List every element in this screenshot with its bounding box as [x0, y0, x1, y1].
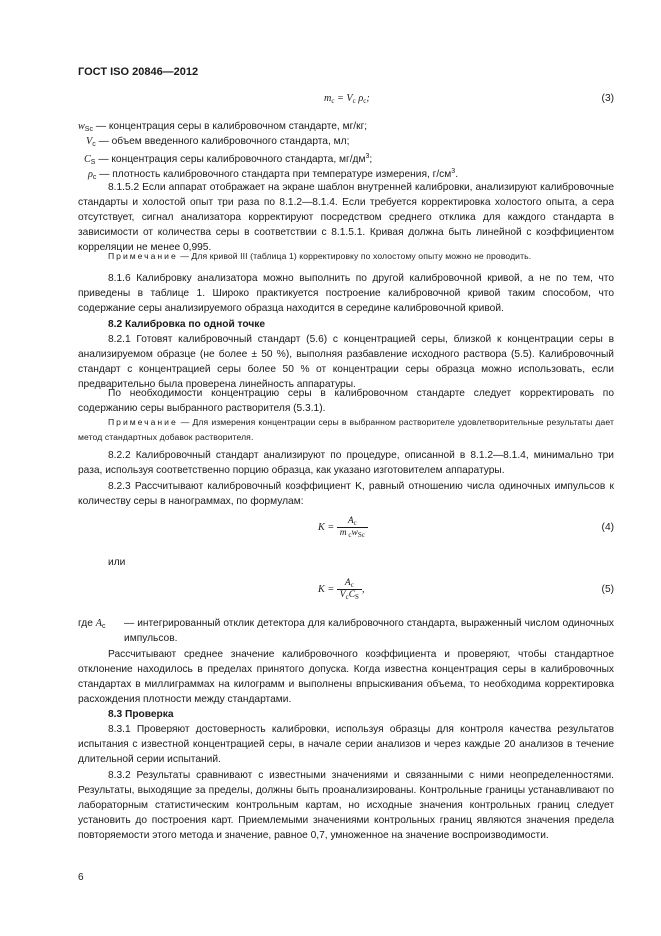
equation-5 — [78, 576, 614, 610]
page-number: 6 — [78, 872, 84, 883]
equation-3-number: (3) — [601, 93, 614, 104]
equation-3-formula: $m_c = V_c$ $\rho_c$; — [324, 93, 370, 105]
paragraph-8-1-5-2: 8.1.5.2 Если аппарат отображает на экране шаблон внутренней калибровки, анализируют калибровочные стандарты и холостой опыт три раза по 8.1.2—8.1.4. Если требуется корректировка холостого опыта, а сера отсутствует, сигнал анализатора корректируют посредством среднего отклика для каждого стандарта в зависимости от количества серы в соответствии с 8.1.5.1. Кривая должна быть линейной с коэффициентом корреляции не менее 0,995. — [78, 182, 614, 253]
definition-w-sc: $w_{Sc}$ — концентрация серы в калибровочном стандарте, мг/кг; — [78, 121, 368, 133]
paragraph-8-2-1: 8.2.1 Готовят калибровочный стандарт (5.6) с концентрацией серы, близкой к концентрации серы в анализируемом образце (не более ± 50 %), выполняя разбавление исходного раствора (5.5). Калибровочный стандарт с концентрацией серы более 50 % от концентрации серы образца можно использовать, если предварительно была проверена линейность аппаратуры. — [78, 334, 614, 390]
paragraph-8-3-2: 8.3.2 Результаты сравнивают с известными значениями и связанными с ними неопределенностями. Результаты, выходящие за пределы, должны быть проанализированы. Контрольные границы устанавливают по лабораторным статистическим контрольным картам, но исходные значения контрольных границ следует установить до построения карт. Приемлемыми значениями контрольных границ являются значения предела повторяемости этого метода и значение, равное 0,7, умноженное на значение воспроизводимости. — [78, 770, 614, 841]
paragraph-8-2-1-continued: По необходимости концентрацию серы в калибровочном стандарте следует корректировать по содержанию серы выбранного растворителя (5.3.1). — [78, 388, 614, 414]
equation-4-number: (4) — [601, 522, 614, 533]
section-heading-8-2: 8.2 Калибровка по одной точке — [108, 319, 266, 330]
paragraph-average: Рассчитывают среднее значение калибровочного коэффициента и проверяют, чтобы стандартное отклонение находилось в пределах принятого допуска. Когда известна концентрация серы в калибровочных стандартах в миллиграммах на килограмм и выполнены впрыскивания объема, то необходима корректировка расхождения плотности между стандартами. — [78, 649, 614, 705]
section-heading-8-3: 8.3 Проверка — [108, 709, 174, 720]
equation-5-number: (5) — [601, 584, 614, 595]
document-header: ГОСТ ISO 20846—2012 — [78, 66, 199, 78]
word-or: или — [108, 557, 126, 568]
definition-v-c: $V_c$ — объем введенного калибровочного стандарта, мл; — [86, 136, 350, 148]
equation-4-formula: K = $\frac{A_c}{m _cw_{Sc}}$ — [318, 516, 368, 539]
definition-c-s: $C_S$ — концентрация серы калибровочного стандарта, $мг/дм^3$; — [84, 153, 373, 166]
where-label: где $A_c$ — [78, 618, 106, 630]
equation-4 — [78, 514, 614, 548]
paragraph-8-3-1: 8.3.1 Проверяют достоверность калибровки, используя образцы для контроля качества результатов испытания с известной концентрацией серы, в начале серии анализов и через каждые 20 анализов в течение длительной серии испытаний. — [78, 724, 614, 765]
paragraph-8-2-3: 8.2.3 Рассчитывают калибровочный коэффициент K, равный отношению числа одиночных импульсов к количеству серы в нанограммах, по формулам: — [78, 481, 614, 507]
equation-5-formula: K = $\frac{A_c}{V_cC_S}$ , — [318, 578, 365, 601]
where-definition: — интегрированный отклик детектора для калибровочного стандарта, выраженный числом одиночных импульсов. — [124, 618, 614, 644]
note-2: Примечание — Для измерения концентрации серы в выбранном растворителе удовлетворительные результаты дает метод стандартных добавок растворителя. — [78, 417, 614, 442]
definition-rho-c: $\rho_c$ — плотность калибровочного стандарта при температуре измерения, $г/см^3$. — [88, 168, 459, 181]
paragraph-8-2-2: 8.2.2 Калибровочный стандарт анализируют по процедуре, описанной в 8.1.2—8.1.4, минимально три раза, используя соответственно порцию образца, как указано изготовителем аппаратуры. — [78, 450, 614, 476]
note-1: Примечание — Для кривой III (таблица 1) корректировку по холостому опыту можно не проводить. — [108, 251, 532, 261]
paragraph-8-1-6: 8.1.6 Калибровку анализатора можно выполнить по другой калибровочной кривой, а не по тем, что приведены в таблице 1. Широко практикуется построение калибровочной кривой таким способом, что содержание серы анализируемого образца находится в середине калибровочной кривой. — [78, 273, 614, 314]
